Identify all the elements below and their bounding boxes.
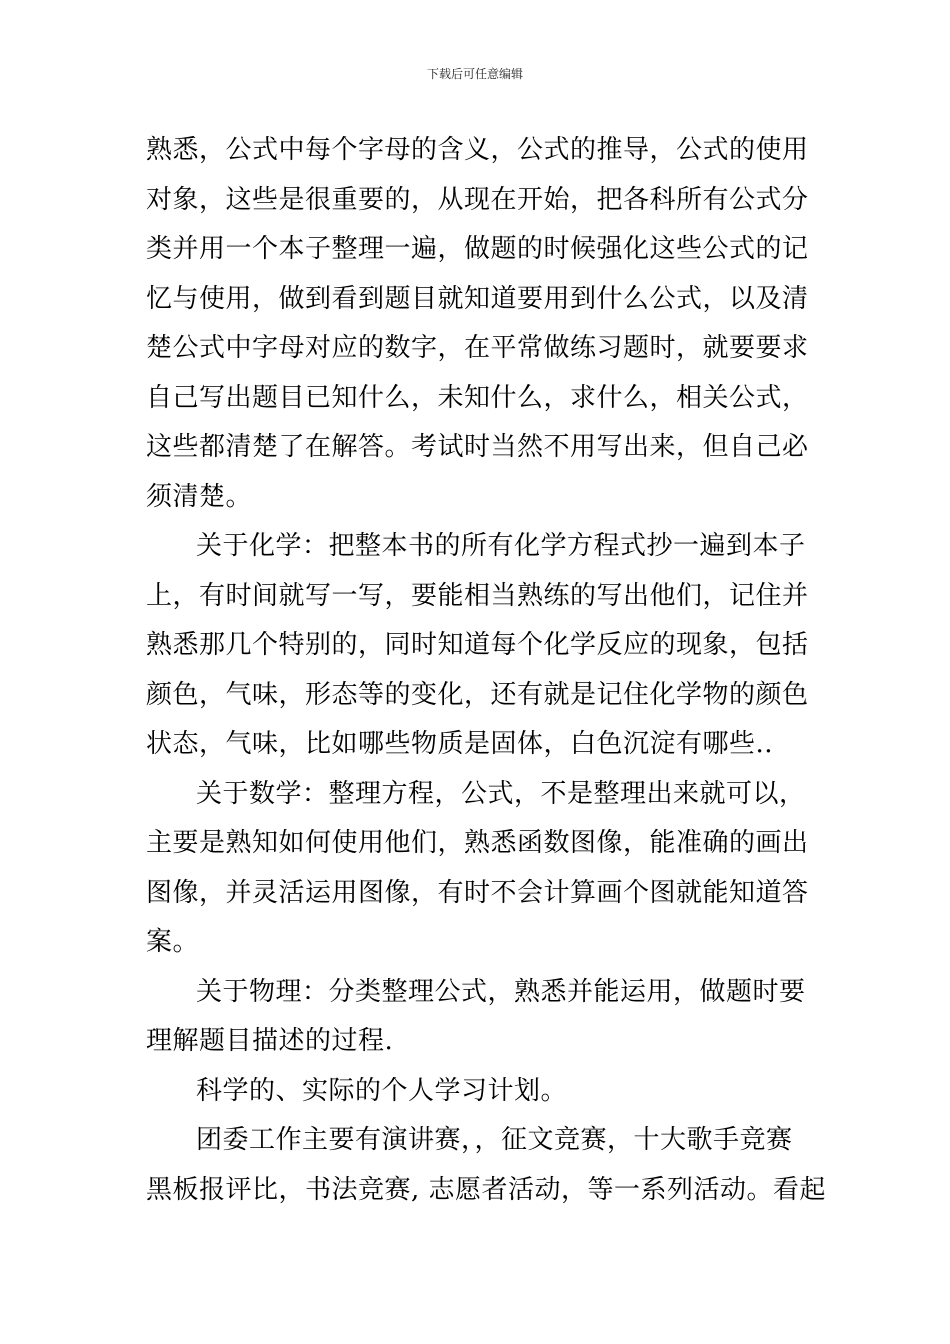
text-line: 须清楚。 (146, 481, 253, 512)
text-line: 上，有时间就写一写，要能相当熟练的写出他们，记住并 (146, 580, 809, 611)
paragraph (146, 522, 809, 770)
paragraph (146, 1067, 806, 1117)
text-line: 楚公式中字母对应的数字，在平常做练习题时，就要要求 (146, 333, 809, 363)
text-line: 熟悉那几个特别的，同时知道每个化学反应的现象，包括 (146, 630, 809, 660)
text-line: 这些都清楚了在解答。考试时当然不用写出来，但自己必 (146, 432, 809, 462)
paragraph (146, 1116, 827, 1215)
page-header: 下载后可任意编辑 (426, 67, 523, 81)
text-line: 状态，气味，比如哪些物质是固体，白色沉淀有哪些.. (146, 729, 774, 759)
text-line: 忆与使用，做到看到题目就知道要用到什么公式，以及清 (146, 283, 809, 314)
text-line: 对象，这些是很重要的，从现在开始，把各科所有公式分 (146, 184, 809, 215)
text-line: 关于化学：把整本书的所有化学方程式抄一遍到本子 (196, 531, 806, 561)
text-line: 黑板报评比，书法竞赛, 志愿者活动，等一系列活动。看起 (146, 1174, 827, 1205)
text-line: 熟悉，公式中每个字母的含义，公式的推导，公式的使用 (146, 135, 809, 165)
text-line: 关于物理：分类整理公式，熟悉并能运用，做题时要 (196, 976, 806, 1007)
paragraph (146, 968, 806, 1067)
text-line: 自己写出题目已知什么，未知什么，求什么，相关公式， (146, 382, 809, 413)
text-line: 科学的、实际的个人学习计划。 (196, 1075, 568, 1106)
paragraph (146, 126, 809, 522)
text-line: 类并用一个本子整理一遍，做题的时候强化这些公式的记 (146, 234, 809, 264)
text-line: 关于数学：整理方程，公式，不是整理出来就可以， (196, 778, 806, 809)
text-line: 图像，并灵活运用图像，有时不会计算画个图就能知道答 (146, 877, 809, 908)
paragraph (146, 770, 809, 968)
document-body (146, 126, 827, 1215)
text-line: 理解题目描述的过程. (146, 1026, 394, 1056)
text-line: 案。 (146, 927, 200, 957)
text-line: 颜色，气味，形态等的变化，还有就是记住化学物的颜色 (146, 679, 809, 710)
text-line: 团委工作主要有演讲赛，，征文竞赛，十大歌手竞赛 (196, 1125, 793, 1155)
text-line: 主要是熟知如何使用他们，熟悉函数图像，能准确的画出 (146, 828, 809, 858)
